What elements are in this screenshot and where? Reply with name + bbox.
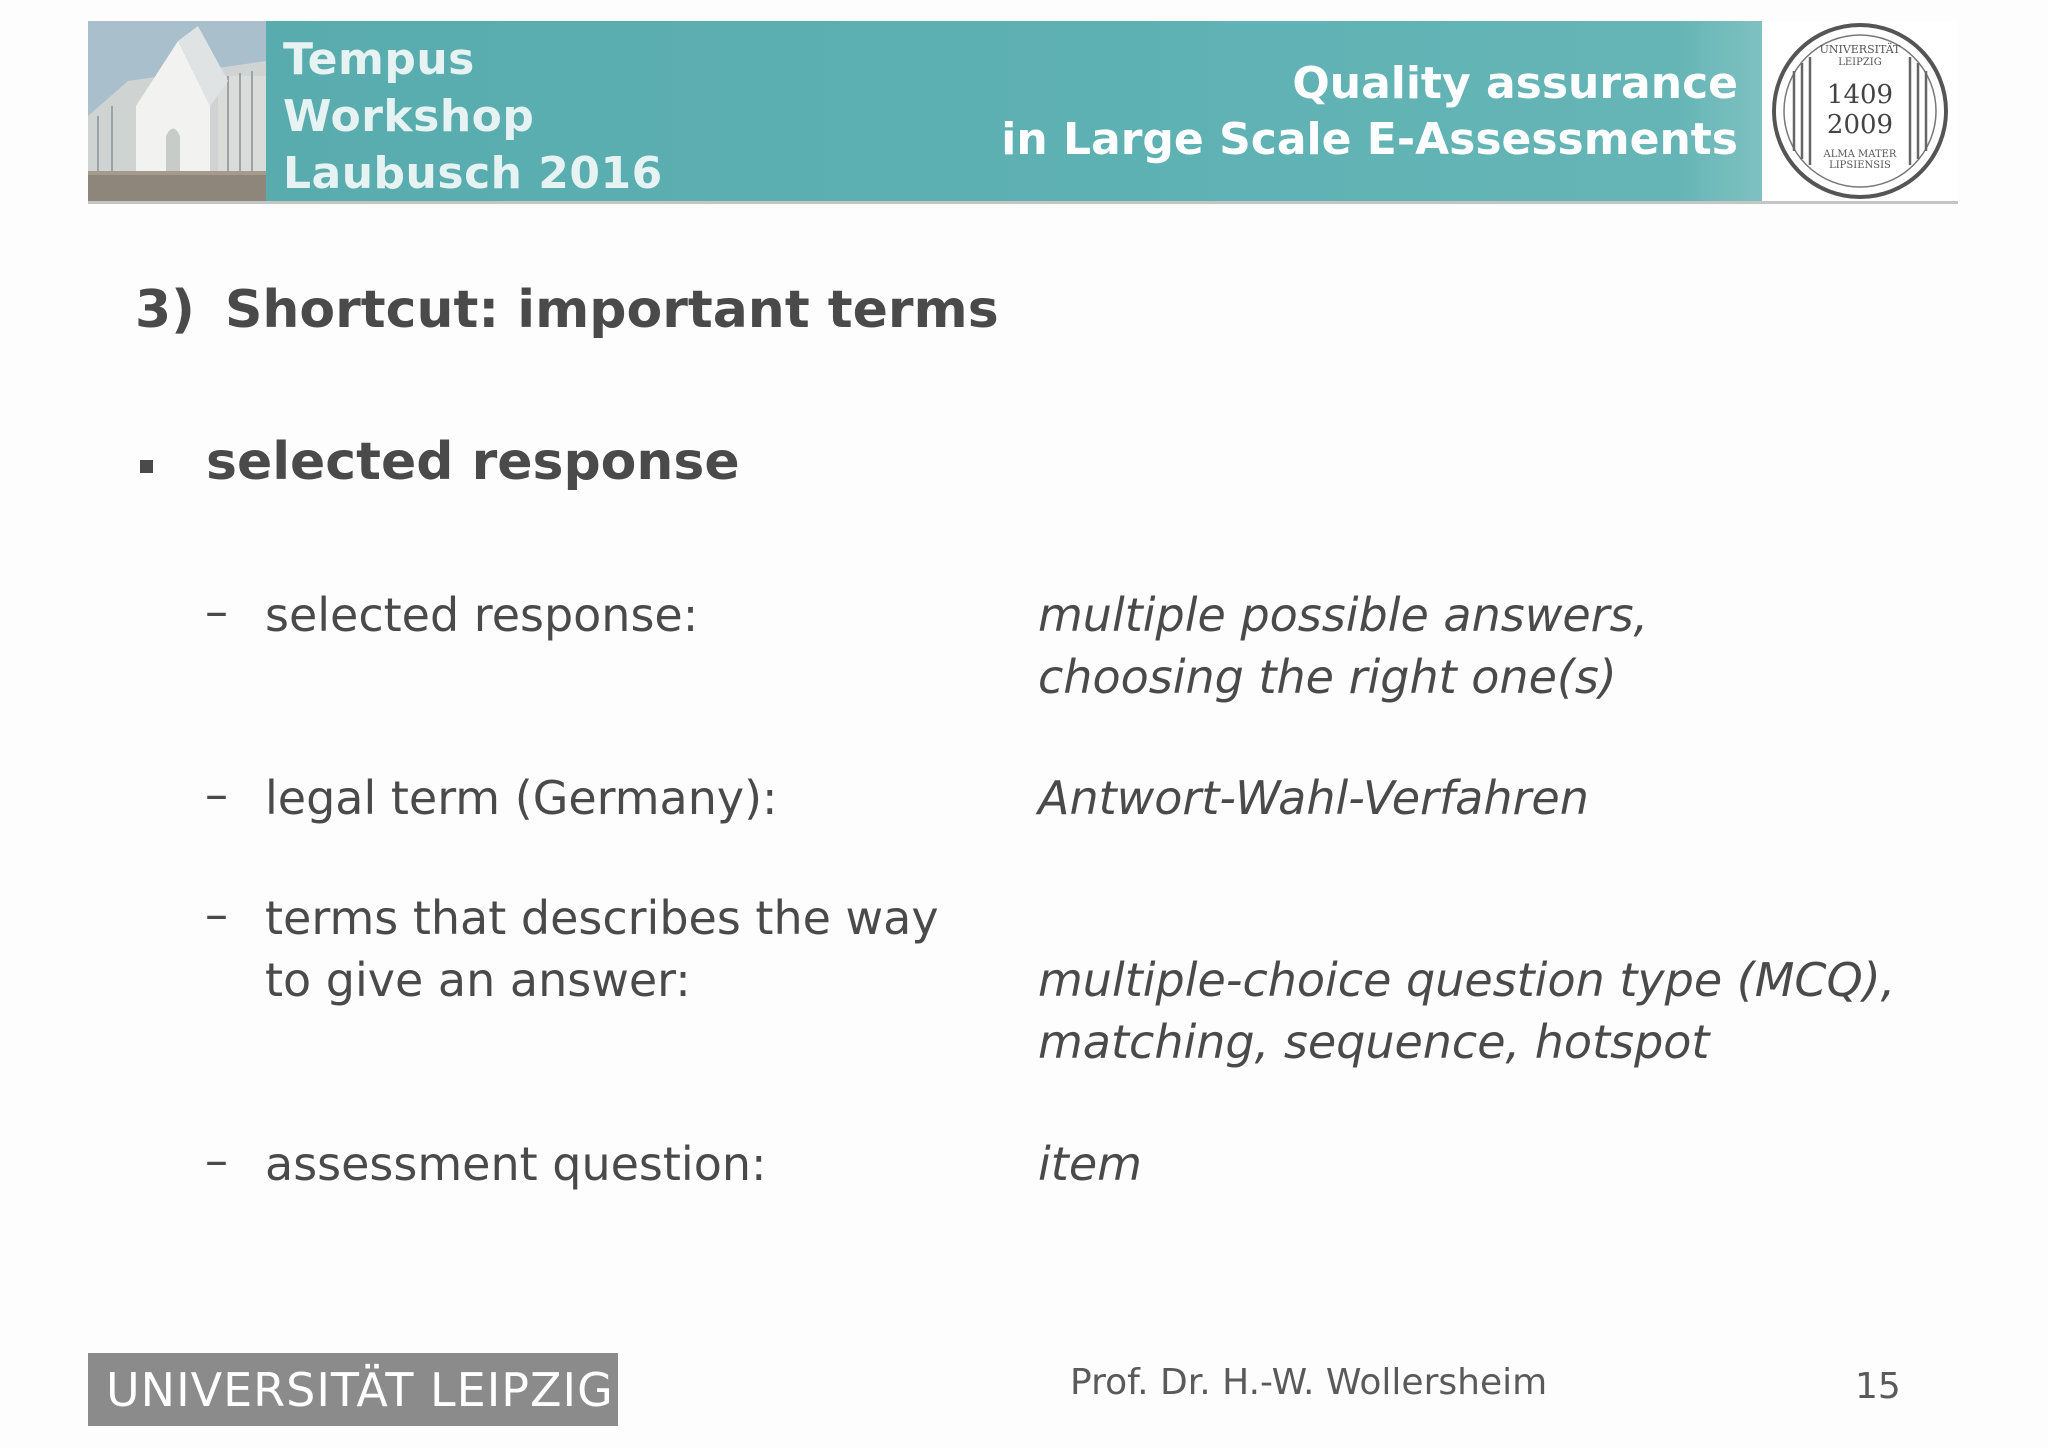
seal-bottom-text-2: LIPSIENSIS: [1829, 160, 1891, 171]
section-number: 3): [135, 280, 195, 340]
seal-year-2: 2009: [1826, 110, 1894, 140]
section-heading: [135, 280, 999, 340]
workshop-line-3: Laubusch 2016: [283, 148, 663, 199]
term-label-line: assessment question:: [265, 1137, 767, 1191]
workshop-line-1: Tempus: [283, 34, 475, 85]
header-banner: [88, 21, 1958, 201]
term-label-line: selected response:: [265, 588, 699, 642]
dash-marker: –: [205, 767, 228, 821]
term-definition: [1038, 767, 1589, 829]
term-definition-line: Antwort-Wahl-Verfahren: [1038, 771, 1589, 825]
term-definition-line: item: [1038, 1137, 1142, 1191]
term-label: [265, 584, 698, 646]
dash-marker: –: [205, 584, 228, 638]
seal-top-text-2: LEIPZIG: [1838, 57, 1882, 68]
term-definition: [1038, 1133, 1142, 1195]
term-label: [265, 767, 778, 829]
workshop-line-2: Workshop: [283, 91, 535, 142]
term-definition-line: choosing the right one(s): [1038, 650, 1617, 704]
seal-bottom-text: ALMA MATER: [1823, 149, 1897, 160]
dash-marker: –: [205, 1133, 228, 1187]
term-label-line: terms that describes the way: [265, 891, 939, 945]
section-title: Shortcut: important terms: [224, 280, 999, 340]
university-logo-text: UNIVERSITÄT LEIPZIG: [106, 1363, 614, 1417]
university-seal: [1762, 21, 1958, 201]
term-label-line: to give an answer:: [265, 953, 691, 1007]
bullet-label: selected response: [206, 432, 740, 492]
presentation-title: [1001, 56, 1738, 168]
seal-year-1: 1409: [1826, 80, 1894, 110]
term-label: [265, 887, 939, 1011]
title-line-1: Quality assurance: [1292, 58, 1738, 109]
term-label: [265, 1133, 767, 1195]
term-definition-line: matching, sequence, hotspot: [1038, 1015, 1710, 1069]
term-definition: [1038, 949, 1895, 1073]
university-logo: [88, 1353, 618, 1426]
page-number: 15: [1855, 1366, 1901, 1407]
term-definition-line: multiple possible answers,: [1038, 588, 1649, 642]
term-definition: [1038, 584, 1648, 708]
dash-marker: –: [205, 887, 228, 941]
author-name: Prof. Dr. H.-W. Wollersheim: [1070, 1362, 1548, 1403]
seal-top-text: UNIVERSITÄT: [1819, 43, 1901, 56]
university-building-photo: [88, 21, 266, 201]
term-definition-line: multiple-choice question type (MCQ),: [1038, 953, 1896, 1007]
header-divider: [88, 201, 1958, 204]
term-label-line: legal term (Germany):: [265, 771, 778, 825]
workshop-title: [283, 31, 663, 202]
title-line-2: in Large Scale E-Assessments: [1001, 114, 1738, 165]
bullet-square-icon: [140, 460, 153, 473]
